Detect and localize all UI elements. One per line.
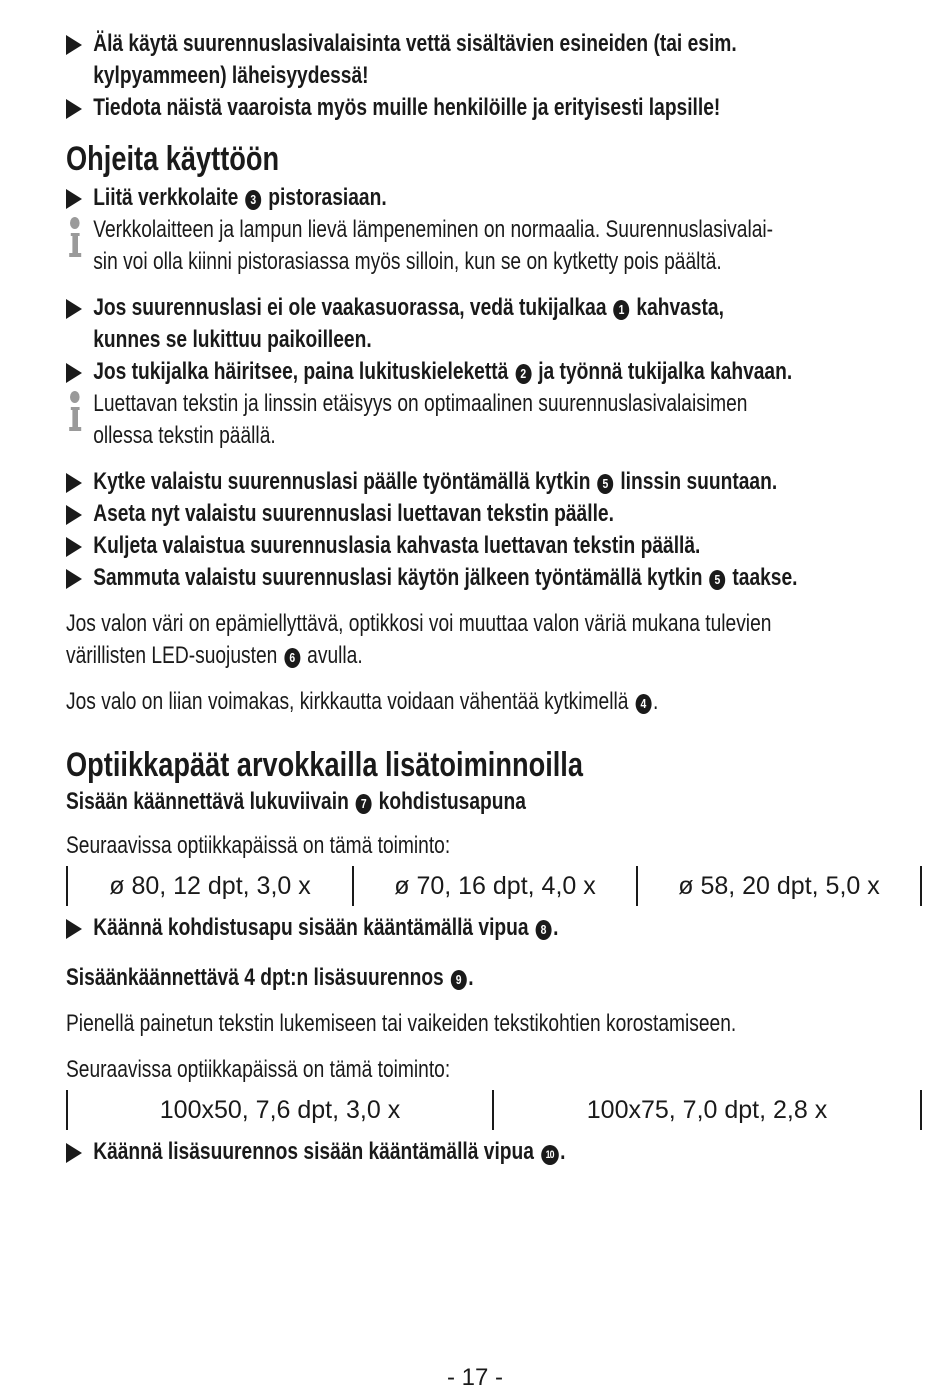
step-text: taakse. <box>732 564 798 591</box>
spec-table-2 <box>66 1088 926 1132</box>
paragraph <box>66 686 926 718</box>
callout-number-badge: 1 <box>613 300 629 320</box>
step-text: . <box>553 914 559 941</box>
spec-table-1 <box>66 864 926 908</box>
intro-text: Seuraavissa optiikkapäissä on tämä toiminto: <box>66 1056 451 1083</box>
spec-cell: ø 80, 12 dpt, 3,0 x <box>109 872 311 900</box>
spec-cell: ø 70, 16 dpt, 4,0 x <box>394 872 596 900</box>
step-text: Kytke valaistu suurennuslasi päälle työntämällä kytkin <box>93 468 591 495</box>
arrow-bullet-icon <box>66 473 82 493</box>
callout-number-badge: 6 <box>284 648 300 668</box>
arrow-bullet-icon <box>66 189 82 209</box>
callout-number-badge: 4 <box>635 694 651 714</box>
instruction-step <box>66 182 950 214</box>
callout-number-badge: 10 <box>541 1145 559 1165</box>
manual-page <box>66 28 926 1168</box>
step-text: pistorasiaan. <box>268 184 387 211</box>
arrow-bullet-icon <box>66 363 82 383</box>
step-text: Aseta nyt valaistu suurennuslasi luettavan tekstin päälle. <box>93 500 614 527</box>
subheading-text: Sisään käännettävä lukuviivain <box>66 788 349 815</box>
paragraph-line1: Jos valon väri on epämiellyttävä, optikkosi voi muuttaa valon väriä mukana tulevien <box>66 610 772 637</box>
spec-cell: 100x75, 7,0 dpt, 2,8 x <box>586 1096 828 1124</box>
intro-text: Seuraavissa optiikkapäissä on tämä toiminto: <box>66 832 451 859</box>
column-divider <box>920 1090 922 1130</box>
step-text: kahvasta, <box>636 294 724 321</box>
paragraph-text: avulla. <box>307 642 363 669</box>
instruction-step <box>66 912 950 944</box>
instruction-step <box>66 1136 950 1168</box>
spec-cell: 100x50, 7,6 dpt, 3,0 x <box>159 1096 401 1124</box>
arrow-bullet-icon <box>66 569 82 589</box>
page-number: - 17 - <box>446 1364 503 1391</box>
step-text: Käännä lisäsuurennos sisään kääntämällä vipua <box>93 1138 534 1165</box>
step-text: Kuljeta valaistua suurennuslasia kahvasta luettavan tekstin päällä. <box>93 532 701 559</box>
warning-item <box>66 92 950 124</box>
column-divider <box>920 866 922 906</box>
section-heading-optics: Optiikkapäät arvokkailla lisätoiminnoilla <box>66 746 583 784</box>
arrow-bullet-icon <box>66 505 82 525</box>
step-text: Jos tukijalka häiritsee, paina lukituskielekettä <box>93 358 509 385</box>
step-text: Liitä verkkolaite <box>93 184 239 211</box>
step-text: . <box>560 1138 566 1165</box>
instruction-step <box>66 466 950 498</box>
subheading <box>66 786 926 818</box>
paragraph-text: värillisten LED-suojusten <box>66 642 278 669</box>
paragraph-text: Jos valo on liian voimakas, kirkkautta voidaan vähentää kytkimellä <box>66 688 629 715</box>
instruction-step <box>66 292 950 356</box>
callout-number-badge: 5 <box>709 570 725 590</box>
info-text-line1: Verkkolaitteen ja lampun lievä lämpeneminen on normaalia. Suurennuslasivalai- <box>93 216 774 243</box>
instruction-step <box>66 530 950 562</box>
subheading-text: . <box>468 964 474 991</box>
callout-number-badge: 5 <box>597 474 613 494</box>
info-text-line1: Luettavan tekstin ja linssin etäisyys on optimaalinen suurennuslasivalaisimen <box>93 390 748 417</box>
warning-text-line1: Älä käytä suurennuslasivalaisinta vettä sisältävien esineiden (tai esim. <box>93 30 737 57</box>
step-text: Käännä kohdistusapu sisään kääntämällä vipua <box>93 914 529 941</box>
arrow-bullet-icon <box>66 299 82 319</box>
arrow-bullet-icon <box>66 537 82 557</box>
paragraph <box>66 608 926 672</box>
step-text-line2: kunnes se lukittuu paikoilleen. <box>93 326 372 353</box>
step-text: Sammuta valaistu suurennuslasi käytön jälkeen työntämällä kytkin <box>93 564 703 591</box>
info-note <box>66 388 950 452</box>
step-text: Jos suurennuslasi ei ole vaakasuorassa, vedä tukijalkaa <box>93 294 607 321</box>
info-icon <box>66 216 84 260</box>
callout-number-badge: 3 <box>245 190 261 210</box>
paragraph-text: . <box>652 688 659 715</box>
warning-text-line1: Tiedota näistä vaaroista myös muille henkilöille ja erityisesti lapsille! <box>93 94 721 121</box>
subheading <box>66 962 926 994</box>
callout-number-badge: 8 <box>536 920 552 940</box>
callout-number-badge: 7 <box>356 794 372 814</box>
info-note <box>66 214 950 278</box>
step-text: linssin suuntaan. <box>620 468 778 495</box>
callout-number-badge: 9 <box>451 970 467 990</box>
instruction-step <box>66 562 950 594</box>
arrow-bullet-icon <box>66 99 82 119</box>
arrow-bullet-icon <box>66 35 82 55</box>
subheading-text: kohdistusapuna <box>378 788 526 815</box>
info-text-line2: sin voi olla kiinni pistorasiassa myös silloin, kun se on kytketty pois päältä. <box>93 248 722 275</box>
arrow-bullet-icon <box>66 919 82 939</box>
info-text-line2: ollessa tekstin päällä. <box>93 422 276 449</box>
arrow-bullet-icon <box>66 1143 82 1163</box>
section-heading-usage: Ohjeita käyttöön <box>66 140 280 178</box>
description-text: Pienellä painetun tekstin lukemiseen tai vaikeiden tekstikohtien korostamiseen. <box>66 1010 737 1037</box>
subheading-text: Sisäänkäännettävä 4 dpt:n lisäsuurennos <box>66 964 444 991</box>
instruction-step <box>66 498 950 530</box>
step-text: ja työnnä tukijalka kahvaan. <box>538 358 793 385</box>
warning-text-line2: kylpyammeen) läheisyydessä! <box>93 62 369 89</box>
instruction-step <box>66 356 950 388</box>
callout-number-badge: 2 <box>515 364 531 384</box>
info-icon <box>66 390 84 434</box>
spec-cell: ø 58, 20 dpt, 5,0 x <box>678 872 880 900</box>
warning-item <box>66 28 950 92</box>
